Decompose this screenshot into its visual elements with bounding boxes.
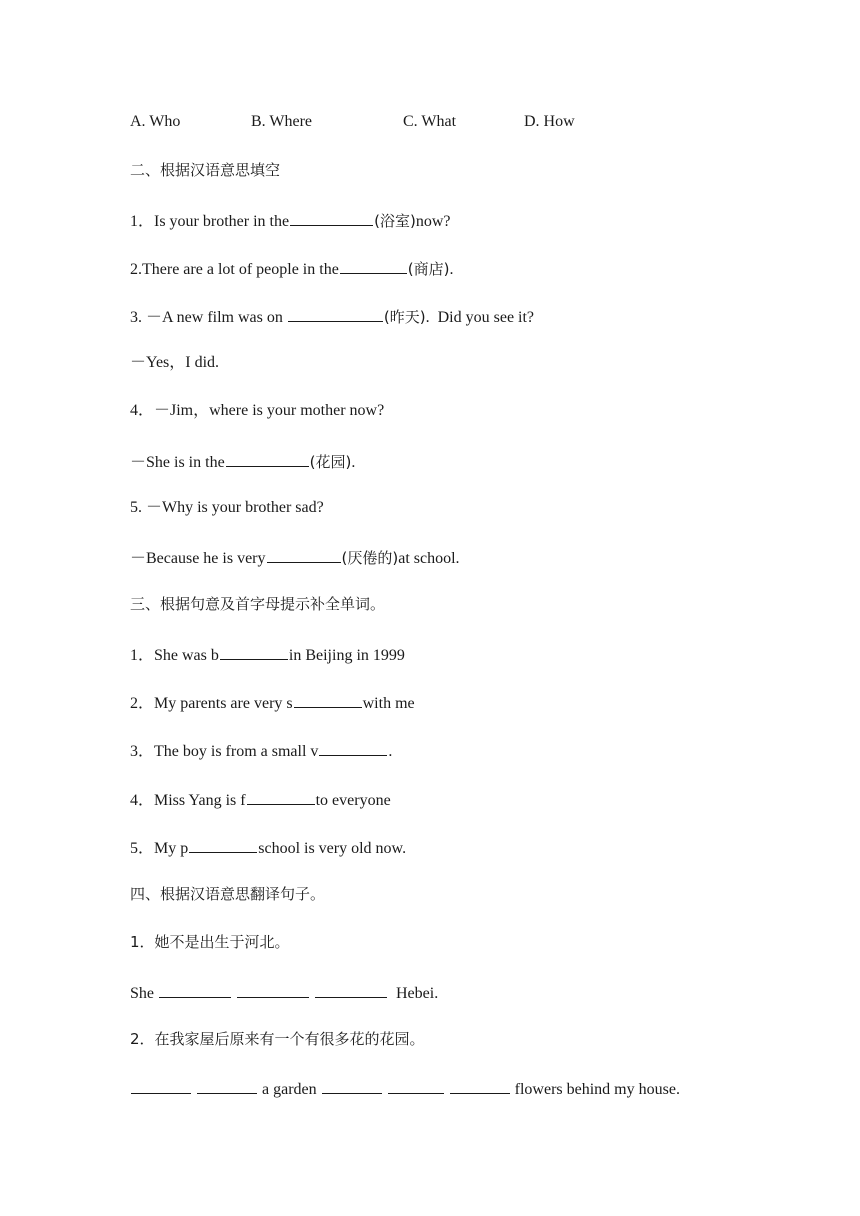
s2-q3-blank[interactable] bbox=[288, 305, 383, 322]
s2-q1-hint: (浴室) bbox=[374, 212, 416, 230]
s4-q2-blank-3[interactable] bbox=[322, 1077, 382, 1094]
s3-q3-pre: 3．The boy is from a small v bbox=[130, 743, 319, 760]
s4-q1-chinese: 1．她不是出生于河北。 bbox=[130, 933, 290, 951]
section3-heading: 三、根据句意及首字母提示补全单词。 bbox=[130, 595, 386, 613]
option-d: D. How bbox=[524, 113, 575, 130]
s3-q4-pre: 4．Miss Yang is f bbox=[130, 792, 246, 809]
option-c: C. What bbox=[403, 113, 457, 130]
s2-q1-pre: 1．Is your brother in the bbox=[130, 213, 290, 230]
s4-q1-post: Hebei. bbox=[388, 985, 439, 1002]
s4-q2-mid: a garden bbox=[258, 1081, 321, 1098]
s2-q4-hint: (花园) bbox=[309, 453, 352, 471]
s2-question-3 bbox=[130, 305, 534, 328]
s3-question-4 bbox=[130, 788, 391, 811]
s2-q4-pre: －She is in the bbox=[130, 454, 225, 471]
s2-q2-pre: 2.There are a lot of people in the bbox=[130, 261, 339, 278]
s3-q2-blank[interactable] bbox=[294, 691, 362, 708]
s3-q5-blank[interactable] bbox=[189, 836, 257, 853]
s2-q2-blank[interactable] bbox=[340, 257, 407, 274]
s4-q2-chinese: 2．在我家屋后原来有一个有很多花的花园。 bbox=[130, 1030, 425, 1048]
s4-q1-blank-2[interactable] bbox=[237, 981, 309, 998]
s2-q1-post: now? bbox=[415, 213, 451, 230]
s2-q3-hint: (昨天) bbox=[383, 308, 426, 326]
s2-q5-pre: －Because he is very bbox=[130, 550, 266, 567]
option-a: A. Who bbox=[130, 113, 181, 130]
s4-q1-blank-3[interactable] bbox=[315, 981, 387, 998]
s3-question-5 bbox=[130, 836, 406, 859]
s3-q1-pre: 1．She was b bbox=[130, 647, 219, 664]
s3-q1-post: in Beijing in 1999 bbox=[288, 647, 405, 664]
s2-q4-post: . bbox=[351, 454, 356, 471]
s3-q1-blank[interactable] bbox=[220, 643, 288, 660]
s2-question-5: 5. －Why is your brother sad? bbox=[130, 499, 324, 516]
s4-q2-english bbox=[130, 1077, 680, 1100]
s3-q4-post: to everyone bbox=[315, 792, 391, 809]
s3-q2-pre: 2．My parents are very s bbox=[130, 695, 293, 712]
s2-q4-blank[interactable] bbox=[226, 450, 309, 467]
s4-q2-blank-2[interactable] bbox=[197, 1077, 257, 1094]
s2-q3-post: . Did you see it? bbox=[425, 309, 535, 326]
s4-q2-blank-4[interactable] bbox=[388, 1077, 444, 1094]
s4-q1-english bbox=[130, 981, 438, 1004]
s2-question-1 bbox=[130, 209, 450, 232]
s3-q2-post: with me bbox=[362, 695, 415, 712]
s2-q2-post: . bbox=[449, 261, 454, 278]
s2-q3-pre: 3. －A new film was on bbox=[130, 309, 287, 326]
option-b: B. Where bbox=[251, 113, 313, 130]
s2-question-4: 4．－Jim，where is your mother now? bbox=[130, 402, 385, 419]
s2-q4-answer bbox=[130, 450, 355, 473]
s2-q5-answer bbox=[130, 546, 460, 569]
s3-q3-post: . bbox=[388, 743, 393, 760]
s2-q2-hint: (商店) bbox=[407, 260, 450, 278]
s2-q5-post: at school. bbox=[398, 550, 460, 567]
section4-heading: 四、根据汉语意思翻译句子。 bbox=[130, 885, 326, 903]
s3-question-1 bbox=[130, 643, 405, 666]
s3-question-2 bbox=[130, 691, 415, 714]
s4-q1-pre: She bbox=[130, 985, 158, 1002]
s4-q1-blank-1[interactable] bbox=[159, 981, 231, 998]
s4-q2-blank-5[interactable] bbox=[450, 1077, 510, 1094]
s3-q5-post: school is very old now. bbox=[258, 840, 407, 857]
s2-q5-blank[interactable] bbox=[267, 546, 341, 563]
s2-question-2 bbox=[130, 257, 454, 280]
s4-q2-post: flowers behind my house. bbox=[510, 1081, 680, 1098]
s3-q3-blank[interactable] bbox=[319, 739, 387, 756]
s3-q4-blank[interactable] bbox=[247, 788, 315, 805]
s2-q5-hint: (厌倦的) bbox=[341, 549, 399, 567]
s2-q3-answer: －Yes，I did. bbox=[130, 354, 220, 371]
s3-question-3 bbox=[130, 739, 392, 762]
section2-heading: 二、根据汉语意思填空 bbox=[130, 161, 281, 179]
s4-q2-blank-1[interactable] bbox=[131, 1077, 191, 1094]
s2-q1-blank[interactable] bbox=[290, 209, 373, 226]
s3-q5-pre: 5．My p bbox=[130, 840, 189, 857]
